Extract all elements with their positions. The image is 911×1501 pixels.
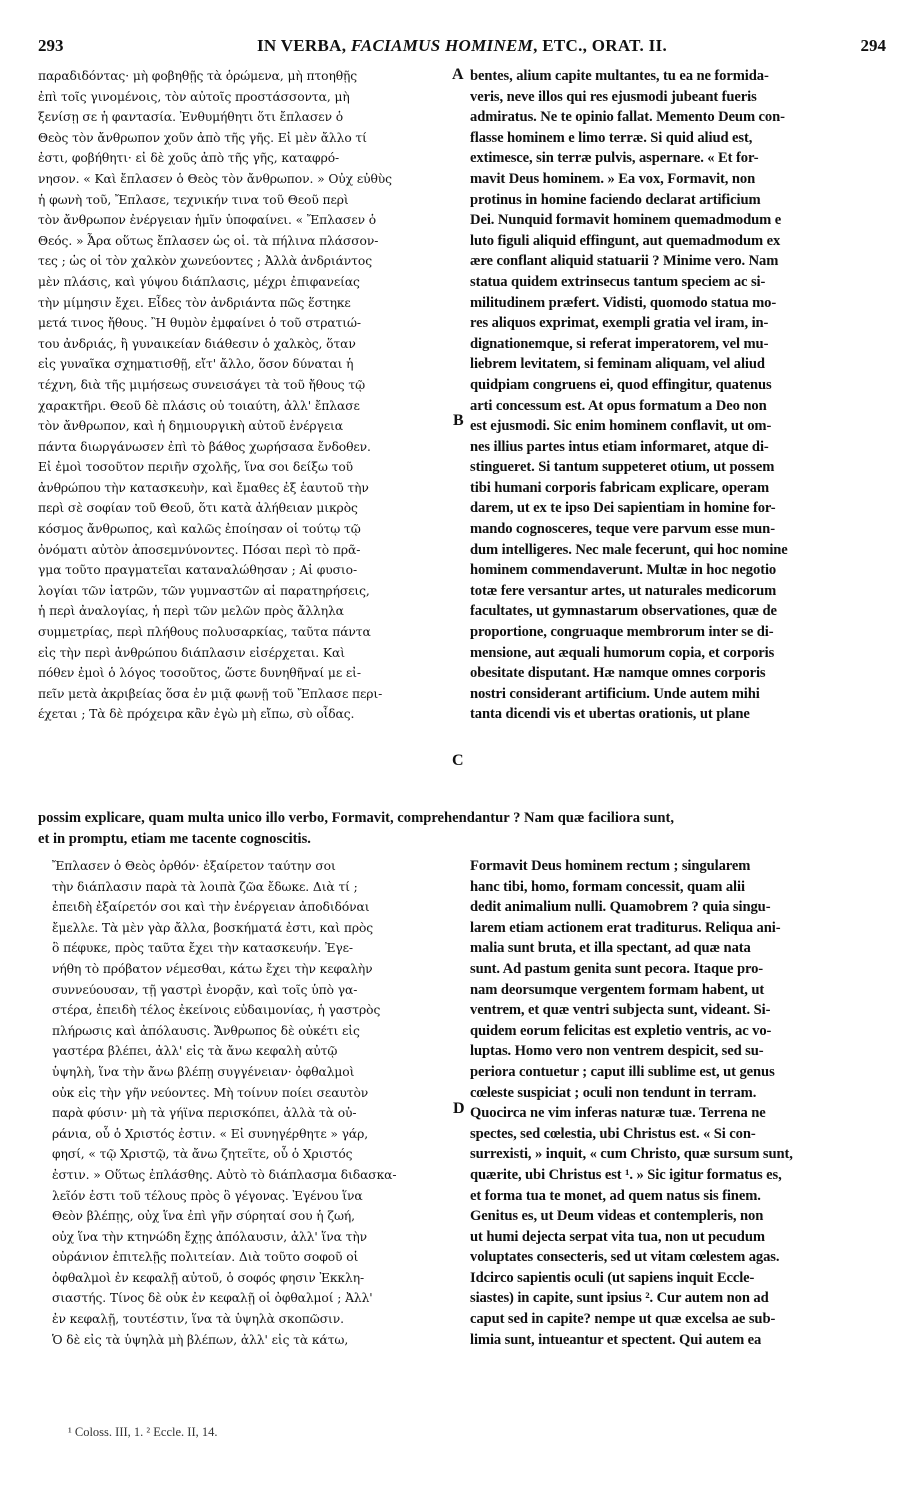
- text-line: εἰς γυναῖκα σχηματισθῇ, εἴτ' ἄλλο, ὅσον δύναται ἡ: [38, 357, 354, 372]
- text-line: mando cognosceres, teque vere parvum esse mun-: [470, 521, 775, 538]
- text-line: ὀφθαλμοὶ ἐν κεφαλῇ αὐτοῦ, ὁ σοφός φησιν Ἐκκλη-: [52, 1270, 365, 1285]
- text-line: παρὰ φύσιν· μὴ τὰ γήϊνα περισκόπει, ἀλλὰ τὰ οὐ-: [52, 1106, 357, 1121]
- text-line: ράνια, οὗ ὁ Χριστός ἐστιν. « Εἰ συνηγέρθητε » γάρ,: [52, 1126, 369, 1141]
- text-line: malia sunt bruta, et illa spectant, ad quæ nata: [470, 940, 751, 957]
- margin-marker-a: A: [452, 66, 464, 83]
- margin-marker-b: B: [453, 412, 464, 429]
- text-line: proportione, congruaque membrorum inter se di-: [470, 624, 774, 641]
- text-line: ὀνόματι αὐτὸν ἀποσεμνύνοντες. Πόσαι περὶ τὸ πρᾶ-: [38, 542, 361, 557]
- text-line: tibi humani corporis fabricam explicare, operam: [470, 479, 770, 496]
- text-line: nes illius partes intus etiam informaret, atque di-: [470, 438, 769, 455]
- text-line: dum intelligeres. Nec male fecerunt, qui hoc nomine: [470, 541, 788, 558]
- text-line: dedit animalium nulli. Quamobrem ? quia singu-: [470, 899, 771, 916]
- text-line: συμμετρίας, περὶ πλήθους πολυσαρκίας, ταῦτα πάντα: [38, 625, 371, 640]
- text-line: veris, neve illos qui res ejusmodi jubeant fueris: [470, 88, 757, 105]
- text-line: τὸν ἄνθρωπον ἐνέργειαν ἡμῖν ὑποφαίνει. « Ἔπλασεν ὁ: [38, 213, 377, 228]
- text-line: facultates, ut gymnastarum observationes, quæ de: [470, 603, 777, 620]
- page-number-left: 293: [38, 36, 64, 55]
- text-line: ἡ περὶ ἀναλογίας, ἡ περὶ τῶν μελῶν πρὸς ἄλληλα: [38, 604, 344, 619]
- text-line: tanta dicendi vis et ubertas orationis, ut plane: [470, 706, 750, 723]
- text-line: περὶ σὲ σοφίαν τοῦ Θεοῦ, ὅτι κατὰ ἀλήθειαν μικρὸς: [38, 501, 358, 516]
- margin-marker-d: D: [453, 1100, 465, 1117]
- text-line: Quocirca ne vim inferas naturæ tuæ. Terrena ne: [470, 1105, 766, 1122]
- text-line: Idcirco sapientis oculi (ut sapiens inquit Eccle-: [470, 1269, 755, 1286]
- text-line: παραδιδόντας· μὴ φοβηθῇς τὰ ὁρώμενα, μὴ πτοηθῇς: [38, 69, 358, 83]
- text-line: obesitate disputant. Hæ namque omnes corporis: [470, 665, 766, 682]
- text-line: luto figuli aliquid effingunt, aut quemadmodum ex: [470, 232, 781, 249]
- text-line: siastes) in capite, sunt ipsius ². Cur autem non ad: [470, 1290, 769, 1307]
- text-line: έχεται ; Τὰ δὲ πρόχειρα κἂν ἐγὼ μὴ εἴπω, σὺ οἶδας.: [38, 707, 355, 722]
- text-line: flasse hominem e limo terræ. Si quid aliud est,: [470, 129, 753, 146]
- margin-marker-c: C: [452, 752, 464, 769]
- text-line: νησον. « Καὶ ἔπλασεν ὁ Θεὸς τὸν ἄνθρωπον. » Οὐχ εὐθὺς: [38, 171, 392, 186]
- text-line: quidem eorum felicitas est expletio ventris, ac vo-: [470, 1022, 772, 1039]
- text-line: μετά τινος ἤθους. Ἢ θυμὸν ἐμφαίνει ὁ τοῦ στρατιώ-: [38, 316, 361, 331]
- text-line: liebrem levitatem, si feminam aliquam, vel aliud: [470, 356, 765, 373]
- text-line: extimesce, sin terræ pulvis, aspernare. « Et for-: [470, 150, 759, 167]
- text-line: πλήρωσις καὶ ἀπόλαυσις. Ἄνθρωπος δὲ οὐκέτι εἰς: [52, 1023, 360, 1038]
- text-line: voluptates consecteris, sed ut vitam cœlestem agas.: [470, 1249, 780, 1266]
- text-line: ut humi dejecta serpat vita tua, non ut pecudum: [470, 1228, 765, 1245]
- text-line: κόσμος ἄνθρωπος, καὶ καλῶς ἐποίησαν οἱ τούτῳ τῷ: [38, 522, 361, 537]
- text-line: τὴν μίμησιν ἔχει. Εἶδες τὸν ἀνδριάντα πῶς ἕστηκε: [38, 295, 351, 310]
- text-line: sunt. Ad pastum genita sunt pecora. Itaque pro-: [470, 960, 764, 977]
- text-line: Formavit Deus hominem rectum ; singularem: [470, 858, 751, 874]
- text-line: σιαστής. Τίνος δὲ οὐκ ἐν κεφαλῇ οἱ ὀφθαλμοί ; Ἀλλ': [52, 1291, 373, 1306]
- text-line: limia sunt, intueantur et spectent. Qui autem ea: [470, 1331, 762, 1348]
- text-line: γμα τοῦτο πραγματεῖαι καταναλώθησαν ; Αἱ φυσιο-: [38, 563, 358, 578]
- text-line: συννεύουσαν, τῇ γαστρὶ ἐνορᾷν, καὶ τοῖς ὑπὸ γα-: [52, 982, 358, 997]
- footnotes: ¹ Coloss. III, 1. ² Eccle. II, 14.: [68, 1425, 218, 1439]
- text-line: stingueret. Si tantum suppeteret otium, ut possem: [470, 459, 775, 476]
- latin-fullwidth-paragraph: [38, 808, 888, 849]
- text-line: dignationemque, si referat imperatorem, vel mu-: [470, 335, 769, 352]
- text-line: οὐχ ἵνα τὴν κτηνώδη ἔχῃς ἀπόλαυσιν, ἀλλ' ἵνα τὴν: [52, 1229, 367, 1244]
- text-line: spectes, sed cœlestia, ubi Christus est. « Si con-: [470, 1125, 756, 1142]
- text-line: τὴν διάπλασιν παρὰ τὰ λοιπὰ ζῶα ἔδωκε. Διὰ τί ;: [52, 879, 358, 894]
- text-line: et in promptu, etiam me tacente cognoscitis.: [38, 830, 311, 847]
- text-line: ἔμελλε. Τὰ μὲν γὰρ ἄλλα, βοσκήματά ἐστι, καὶ πρὸς: [52, 920, 374, 935]
- text-line: est ejusmodi. Sic enim hominem conflavit, ut om-: [470, 418, 772, 435]
- text-line: τὸν ἄνθρωπον, καὶ ἡ δημιουργικὴ αὐτοῦ ἐνέργεια: [38, 419, 343, 434]
- text-line: periora contuetur ; caput illi sublime est, ut genus: [470, 1063, 775, 1080]
- text-line: quærite, ubi Christus est ¹. » Sic igitur formatus es,: [470, 1166, 782, 1183]
- text-line: darem, ut ex te ipso Dei sapientiam in homine for-: [470, 500, 776, 517]
- text-line: ἐπειδὴ ἐξαίρετόν σοι καὶ τὴν ἐνέργειαν ἀποδιδόναι: [52, 900, 370, 915]
- text-line: πεῖν μετὰ ἀκριβείας ὅσα ἐν μιᾷ φωνῇ τοῦ Ἔπλασε περι-: [38, 686, 383, 701]
- text-line: protinus in homine faciendo declarat artificium: [470, 191, 761, 208]
- text-line: ὑψηλὴ, ἵνα τὴν ἄνω βλέπῃ συγγένειαν· ὀφθαλμοὶ: [52, 1064, 355, 1079]
- text-line: του ἀνδριάς, ἢ γυναικείαν διάθεσιν ὁ χαλκὸς, ὅταν: [38, 336, 356, 351]
- text-line: arti concessum est. At opus formatum a Deo non: [470, 397, 767, 414]
- text-line: statua quidem extrinsecus tantum speciem ac si-: [470, 273, 766, 290]
- text-line: φησί, « τῷ Χριστῷ, τὰ ἄνω ζητεῖτε, οὗ ὁ Χριστός: [52, 1147, 353, 1162]
- text-line: quidpiam congruens ei, quod effingitur, quatenus: [470, 376, 772, 393]
- greek-column-bottom: [52, 856, 452, 1350]
- text-line: πάντα διωργάνωσεν ἐπὶ τὸ βάθος χωρήσασα ἔνδοθεν.: [38, 439, 371, 454]
- text-line: Dei. Nunquid formavit hominem quemadmodum e: [470, 212, 782, 229]
- text-line: γαστέρα βλέπει, ἀλλ' εἰς τὰ ἄνω κεφαλὴ αὐτῷ: [52, 1044, 338, 1059]
- text-line: νήθη τὸ πρόβατον νέμεσθαι, κάτω ἔχει τὴν κεφαλὴν: [52, 961, 373, 976]
- running-title: IN VERBA, FACIAMUS HOMINEM, ETC., ORAT. II.: [256, 36, 667, 55]
- text-line: οὐκ εἰς τὴν γῆν νεύοντες. Μὴ τοίνυν ποίει σεαυτὸν: [52, 1085, 369, 1100]
- text-line: Θεὸν βλέπῃς, οὐχ ἵνα ἐπὶ γῆν σύρηταί σου ἡ ζωή,: [52, 1209, 355, 1224]
- text-line: hanc tibi, homo, formam concessit, quam alii: [470, 878, 745, 895]
- running-header: [38, 36, 886, 60]
- text-line: ἐν κεφαλῇ, τουτέστιν, ἵνα τὰ ὑψηλὰ σκοπῶσιν.: [52, 1312, 344, 1327]
- text-line: nam deorsumque vergentem formam habent, ut: [470, 981, 765, 998]
- text-line: bentes, alium capite multantes, tu ea ne formida-: [470, 68, 769, 84]
- text-line: caput sed in capite? nempe ut quæ excelsa ae sub-: [470, 1311, 776, 1328]
- latin-column-bottom: [470, 856, 884, 1350]
- text-line: τες ; ὡς οἱ τὸν χαλκὸν χωνεύοντες ; Ἀλλὰ ἀνδριάντος: [38, 254, 372, 269]
- text-line: Θεὸς τὸν ἄνθρωπον χοῦν ἀπὸ τῆς γῆς. Εἰ μὲν ἄλλο τί: [38, 130, 367, 145]
- page-number-right: 294: [860, 36, 886, 55]
- text-line: Ἔπλασεν ὁ Θεὸς ὀρθόν· ἐξαίρετον ταύτην σοι: [52, 859, 336, 873]
- text-line: totæ fere versantur artes, ut naturales medicorum: [470, 582, 777, 599]
- text-line: mensione, aut æquali humorum copia, et corporis: [470, 644, 775, 661]
- text-line: ἐπὶ τοῖς γινομένοις, τὸν αὐτοῖς προστάσσοντα, μὴ: [38, 89, 350, 104]
- text-line: hominem commendaverunt. Multæ in hoc negotio: [470, 562, 777, 579]
- text-line: Εἰ ἐμοὶ τοσοῦτον περιῆν σχολῆς, ἵνα σοι δείξω τοῦ: [38, 460, 353, 475]
- text-line: ἐστι, φοβήθητι· εἰ δὲ χοῦς ἀπὸ τῆς γῆς, καταφρό-: [38, 151, 340, 166]
- text-line: λεῖόν ἐστι τοῦ τέλους πρὸς ὃ γέγονας. Ἐγένου ἵνα: [52, 1188, 363, 1203]
- greek-column-top: [38, 66, 452, 725]
- text-line: οὐράνιον ἐπιτελῇς πολιτείαν. Διὰ τοῦτο σοφοῦ οἱ: [52, 1250, 359, 1265]
- text-line: ἡ φωνὴ τοῦ, Ἔπλασε, τεχνικήν τινα τοῦ Θεοῦ περὶ: [38, 192, 349, 207]
- text-line: Genitus es, ut Deum videas et contempleris, non: [470, 1208, 764, 1225]
- text-line: et forma tua te monet, ad quem natus sis finem.: [470, 1187, 761, 1204]
- text-line: nostri considerant artificium. Unde autem mihi: [470, 685, 760, 702]
- text-line: Ὁ δὲ εἰς τὰ ὑψηλὰ μὴ βλέπων, ἀλλ' εἰς τὰ κάτω,: [52, 1332, 349, 1347]
- text-line: Θεός. » Ἆρα οὕτως ἔπλασεν ὡς οἱ. τὰ πήλινα πλάσσον-: [38, 233, 379, 248]
- latin-column-top: [470, 66, 884, 725]
- text-line: larem etiam actionem erat traditurus. Reliqua ani-: [470, 919, 781, 936]
- text-line: res aliquos exprimat, exempli gratia vel iram, in-: [470, 315, 769, 332]
- text-line: πόθεν ἐμοὶ ὁ λόγος τοσοῦτος, ὥστε δυνηθῆναί με εἰ-: [38, 666, 361, 681]
- text-line: ventrem, et quæ ventri subjecta sunt, videant. Si-: [470, 1002, 771, 1019]
- text-line: surrexisti, » inquit, « cum Christo, quæ sursum sunt,: [470, 1146, 793, 1163]
- text-line: τέχνη, διὰ τῆς μιμήσεως συνεισάγει τὰ τοῦ ἤθους τῷ: [38, 377, 366, 392]
- text-line: admiratus. Ne te opinio fallat. Memento Deum con-: [470, 109, 785, 126]
- text-line: ære conflant aliquid statuarii ? Minime vero. Nam: [470, 253, 779, 270]
- text-line: στέρα, ἐπειδὴ τέλος ἐκείνοις εὐδαιμονίας, ἡ γαστρὸς: [52, 1003, 381, 1018]
- text-line: ἀνθρώπου τὴν κατασκευὴν, καὶ ἔμαθες ἐξ ἑαυτοῦ τὴν: [38, 480, 369, 495]
- text-line: χαρακτῆρι. Θεοῦ δὲ πλάσις οὐ τοιαύτη, ἀλλ' ἔπλασε: [38, 398, 360, 413]
- text-line: mavit Deus hominem. » Ea vox, Formavit, non: [470, 170, 756, 187]
- text-line: εἰς τὴν περὶ ἀνθρώπου διάπλασιν εἰσέρχεται. Καὶ: [38, 645, 345, 660]
- text-line: militudinem præfert. Vidisti, quomodo statua mo-: [470, 294, 777, 311]
- text-line: cœleste suspiciat ; oculi non tendunt in terram.: [470, 1084, 757, 1101]
- text-line: possim explicare, quam multa unico illo verbo, Formavit, comprehendantur ? Nam quæ faciliora sunt,: [38, 810, 675, 826]
- text-line: λογίαι τῶν ἰατρῶν, τῶν γυμναστῶν αἱ παρατηρήσεις,: [38, 583, 370, 598]
- text-line: μὲν πλάσις, καὶ γύψου διάπλασις, μέχρι ἐπιφανείας: [38, 274, 360, 289]
- text-line: ἐστιν. » Οὕτως ἐπλάσθης. Αὐτὸ τὸ διάπλασμα διδασκα-: [52, 1167, 397, 1182]
- text-line: luptas. Homo vero non ventrem despicit, sed su-: [470, 1043, 764, 1060]
- text-line: ξενίσῃ σε ἡ φαντασία. Ἐνθυμήθητι ὅτι ἔπλασεν ὁ: [38, 110, 344, 125]
- text-line: ὃ πέφυκε, πρὸς ταῦτα ἔχει τὴν κατασκευήν. Ἐγε-: [52, 941, 353, 956]
